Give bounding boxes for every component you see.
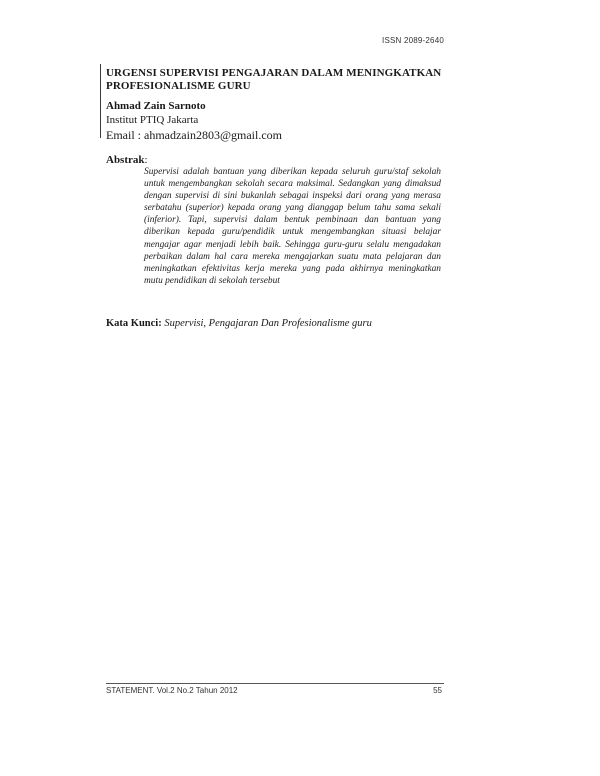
footer-journal: STATEMENT. Vol.2 No.2 Tahun 2012 [106,686,238,695]
author-institution: Institut PTIQ Jakarta [106,114,199,126]
author-email: Email : ahmadzain2803@gmail.com [106,128,283,142]
abstract-heading [106,154,148,166]
issn-label: ISSN 2089-2640 [382,36,444,45]
abstract-label: Abstrak [106,154,145,166]
keywords-line [106,318,372,329]
footer-divider [106,683,444,684]
page-number: 55 [433,686,442,695]
abstract-colon: : [144,154,148,166]
article-title: URGENSI SUPERVISI PENGAJARAN DALAM MENINGKATKAN PROFESIONALISME GURU [106,67,442,92]
keywords-label: Kata Kunci: [106,318,162,329]
title-side-rule [100,64,101,138]
keywords-value: Supervisi, Pengajaran Dan Profesionalisme guru [164,318,372,329]
abstract-text: Supervisi adalah bantuan yang diberikan kepada seluruh guru/staf sekolah untuk mengembangkan sekolah secara maksimal. Sedangkan yang dimaksud dengan supervisi di sini bukanlah sebagai inspeksi dari orang yang merasa serbatahu (superior) kepada orang yang dianggap belum tahu sama sekali (inferior). Tapi, supervisi dalam bentuk pembinaan dan bantuan yang diberikan kepada guru/pendidik untuk mengembangkan situasi belajar mengajar agar menjadi lebih baik. Sehingga guru-guru selalu mengadakan perbaikan dalam hal cara mereka mengajarkan suatu mata pelajaran dan meningkatkan efektivitas kerja mereka yang pada akhirnya meningkatkan mutu pendidikan di sekolah tersebut [144,167,441,286]
author-name: Ahmad Zain Sarnoto [106,100,206,112]
